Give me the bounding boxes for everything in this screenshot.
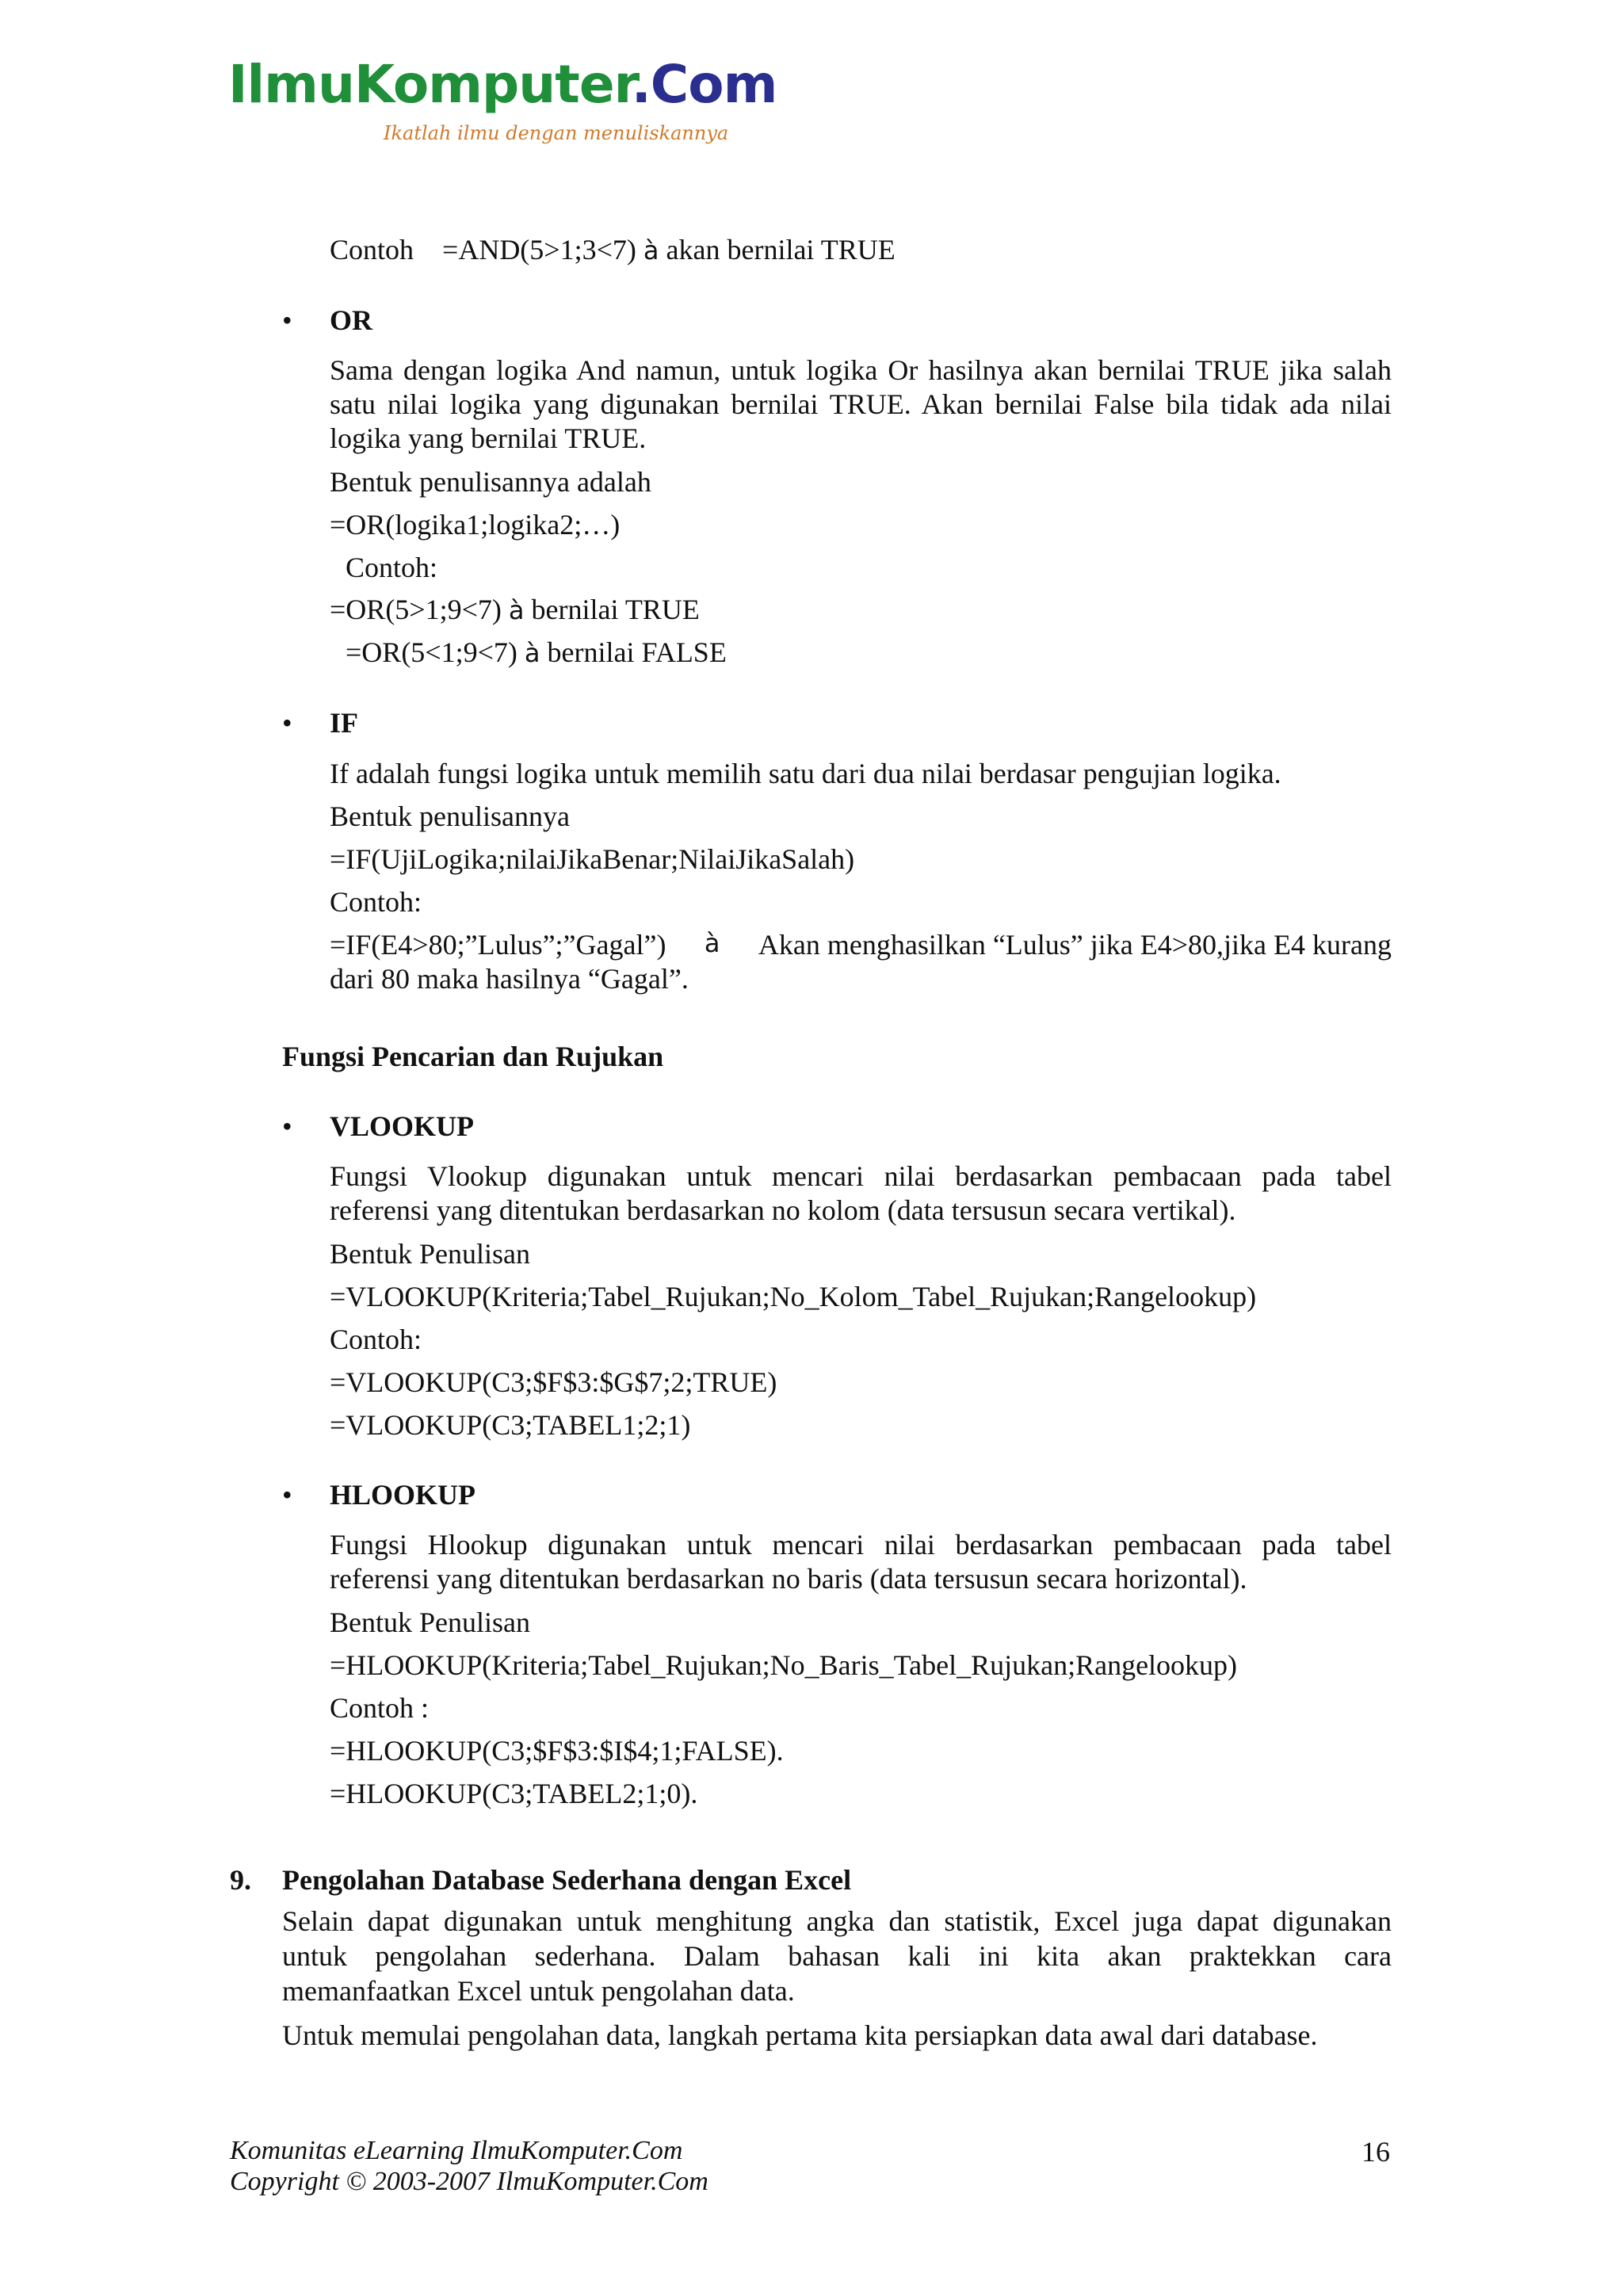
or-example-2-result: bernilai FALSE <box>547 636 727 668</box>
logo-main-text: IlmuKomputer <box>228 54 632 115</box>
if-example-text: Akan menghasilkan “Lulus” jika E4>80,jika E4 kurang <box>758 929 1392 961</box>
and-example <box>330 235 896 264</box>
logo-suffix: .Com <box>631 54 777 115</box>
section-9-heading: Pengolahan Database Sederhana dengan Excel <box>282 1864 852 1896</box>
and-example-result: akan bernilai TRUE <box>666 234 896 266</box>
hlookup-desc-line-1: Fungsi Hlookup digunakan untuk mencari nilai berdasarkan pembacaan pada tabel <box>330 1529 1392 1561</box>
bullet-icon: • <box>282 1110 292 1142</box>
vlookup-desc-line-1: Fungsi Vlookup digunakan untuk mencari nilai berdasarkan pembacaan pada tabel <box>330 1160 1392 1192</box>
vlookup-syntax-label: Bentuk Penulisan <box>330 1238 530 1270</box>
footer-community: Komunitas eLearning IlmuKomputer.Com <box>230 2136 683 2165</box>
section-9-para1-line-3: memanfaatkan Excel untuk pengolahan data. <box>282 1975 795 2007</box>
if-example-label: Contoh: <box>330 886 422 918</box>
arrow-icon: à <box>524 638 540 668</box>
if-example-line-2: dari 80 maka hasilnya “Gagal”. <box>330 963 689 995</box>
or-desc-line-2: satu nilai logika yang digunakan bernilai TRUE. Akan bernilai False bila tidak ada nilai <box>330 388 1392 420</box>
if-heading: IF <box>330 707 358 739</box>
logo-tagline: Ikatlah ilmu dengan menuliskannya <box>384 122 729 144</box>
hlookup-syntax: =HLOOKUP(Kriteria;Tabel_Rujukan;No_Baris_Tabel_Rujukan;Rangelookup) <box>330 1649 1238 1681</box>
footer-copyright: Copyright © 2003-2007 IlmuKomputer.Com <box>230 2167 708 2196</box>
if-example-line-1 <box>330 930 1392 959</box>
vlookup-example-2: =VLOOKUP(C3;TABEL1;2;1) <box>330 1409 691 1441</box>
or-syntax-label: Bentuk penulisannya adalah <box>330 466 651 498</box>
or-example-2-formula: =OR(5<1;9<7) <box>346 636 517 668</box>
section-9-para1-line-2: untuk pengolahan sederhana. Dalam bahasan kali ini kita akan praktekkan cara <box>282 1940 1392 1972</box>
section-lookup-heading: Fungsi Pencarian dan Rujukan <box>282 1041 664 1072</box>
vlookup-heading: VLOOKUP <box>330 1110 475 1142</box>
vlookup-example-label: Contoh: <box>330 1324 422 1355</box>
site-logo <box>228 54 777 115</box>
vlookup-syntax: =VLOOKUP(Kriteria;Tabel_Rujukan;No_Kolom_Tabel_Rujukan;Rangelookup) <box>330 1281 1257 1312</box>
arrow-icon: à <box>508 595 525 625</box>
arrow-icon: à <box>704 928 720 958</box>
or-example-1-result: bernilai TRUE <box>531 594 700 625</box>
or-example-1 <box>330 595 700 624</box>
hlookup-heading: HLOOKUP <box>330 1479 476 1511</box>
or-example-2 <box>346 638 727 667</box>
bullet-icon: • <box>282 707 292 739</box>
if-syntax-label: Bentuk penulisannya <box>330 800 570 832</box>
if-desc: If adalah fungsi logika untuk memilih satu dari dua nilai berdasar pengujian logika. <box>330 758 1281 789</box>
if-syntax: =IF(UjiLogika;nilaiJikaBenar;NilaiJikaSalah) <box>330 843 855 875</box>
vlookup-example-1: =VLOOKUP(C3;$F$3:$G$7;2;TRUE) <box>330 1366 777 1398</box>
hlookup-desc-line-2: referensi yang ditentukan berdasarkan no baris (data tersusun secara horizontal). <box>330 1563 1247 1595</box>
and-example-formula: Contoh =AND(5>1;3<7) <box>330 234 636 266</box>
section-9-para2: Untuk memulai pengolahan data, langkah pertama kita persiapkan data awal dari database. <box>282 2019 1318 2051</box>
section-9-number: 9. <box>230 1864 251 1896</box>
or-heading: OR <box>330 304 372 336</box>
hlookup-example-2: =HLOOKUP(C3;TABEL2;1;0). <box>330 1778 698 1809</box>
hlookup-example-1: =HLOOKUP(C3;$F$3:$I$4;1;FALSE). <box>330 1735 784 1767</box>
bullet-icon: • <box>282 304 292 336</box>
or-example-label: Contoh: <box>346 552 438 583</box>
bullet-icon: • <box>282 1479 292 1511</box>
section-9-para1-line-1: Selain dapat digunakan untuk menghitung angka dan statistik, Excel juga dapat digunakan <box>282 1905 1392 1937</box>
vlookup-desc-line-2: referensi yang ditentukan berdasarkan no kolom (data tersusun secara vertikal). <box>330 1194 1236 1226</box>
page-number: 16 <box>1361 2136 1390 2168</box>
or-desc-line-3: logika yang bernilai TRUE. <box>330 422 647 454</box>
hlookup-example-label: Contoh : <box>330 1692 430 1724</box>
hlookup-syntax-label: Bentuk Penulisan <box>330 1606 530 1638</box>
if-example-formula: =IF(E4>80;”Lulus”;”Gagal”) <box>330 929 666 961</box>
arrow-icon: à <box>643 235 659 266</box>
or-syntax: =OR(logika1;logika2;…) <box>330 509 621 541</box>
or-desc-line-1: Sama dengan logika And namun, untuk logika Or hasilnya akan bernilai TRUE jika salah <box>330 354 1392 386</box>
or-example-1-formula: =OR(5>1;9<7) <box>330 594 502 625</box>
